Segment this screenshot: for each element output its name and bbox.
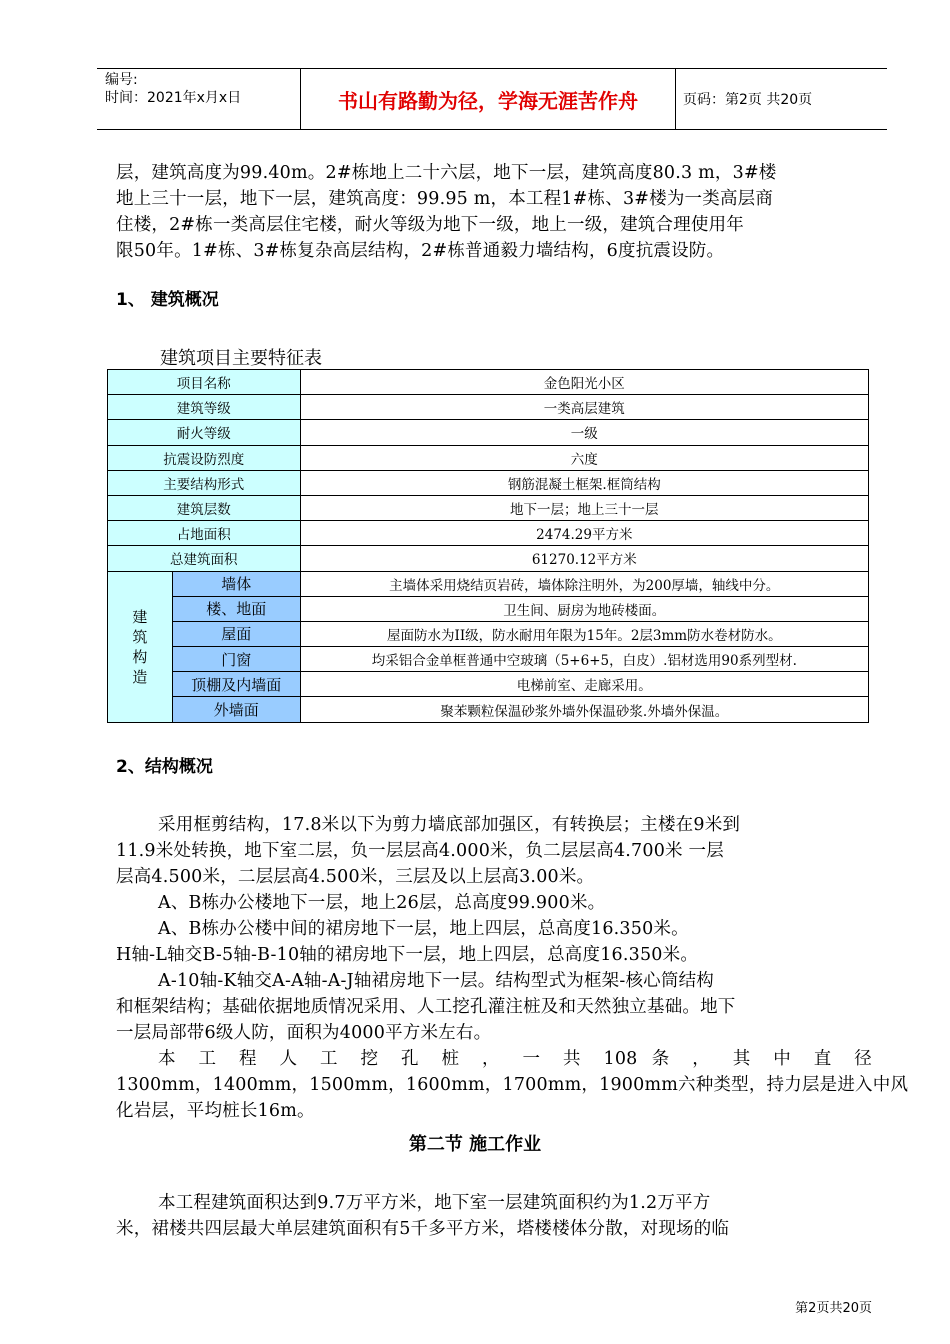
- text-line: 11.9米处转换，地下室二层，负一层层高4.000米，负二层层高4.700米 一层: [116, 841, 724, 861]
- text-line: 层，建筑高度为99.40m。2#栋地上二十六层，地下一层，建筑高度80.3 m，3#楼: [116, 163, 777, 183]
- row-label: 总建筑面积: [108, 546, 301, 571]
- row-value: 主墙体采用烧结页岩砖，墙体除注明外，为200厚墙，轴线中分。: [300, 571, 868, 596]
- text-line: A、B栋办公楼地下一层，地上26层，总高度99.900米。: [158, 893, 606, 913]
- table-row: [108, 621, 869, 646]
- table-row: [108, 395, 869, 420]
- closing-paragraph: [116, 1190, 872, 1242]
- row-label: 占地面积: [108, 521, 301, 546]
- text-line: 本 工 程 人 工 挖 孔 桩 ， 一 共 108 条 ， 其 中 直 径: [158, 1049, 872, 1069]
- row-value: 一级: [300, 420, 868, 445]
- text-line: A-10轴-K轴交A-A轴-A-J轴裙房地下一层。结构型式为框架-核心筒结构: [158, 971, 714, 991]
- text-line: 和框架结构；基础依据地质情况采用、人工挖孔灌注桩及和天然独立基础。地下: [116, 997, 736, 1017]
- row-label: 主要结构形式: [108, 470, 301, 495]
- table-row: [108, 521, 869, 546]
- text-line: 层高4.500米，二层层高4.500米，三层及以上层高3.00米。: [116, 867, 595, 887]
- text-line: 一层局部带6级人防，面积为4000平方米左右。: [116, 1023, 492, 1043]
- header-meta: [97, 69, 300, 129]
- row-label: 建筑等级: [108, 395, 301, 420]
- number-label: 编号:: [105, 72, 138, 88]
- time-label: 时间：2021年x月x日: [105, 90, 242, 106]
- section-heading: 第二节 施工作业: [408, 1134, 542, 1155]
- text-line: 本工程建筑面积达到9.7万平方米，地下室一层建筑面积约为1.2万平方: [158, 1193, 711, 1213]
- table-row: [108, 470, 869, 495]
- text-line: H轴-L轴交B-5轴-B-10轴的裙房地下一层，地上四层，总高度16.350米。: [116, 945, 699, 965]
- table-row: [108, 420, 869, 445]
- page-header: [97, 68, 887, 130]
- text-line: 米，裙楼共四层最大单层建筑面积有5千多平方米，塔楼楼体分散，对现场的临: [116, 1219, 730, 1239]
- table-row: [108, 445, 869, 470]
- row-label: 墙体: [172, 571, 300, 596]
- row-label: 项目名称: [108, 370, 301, 395]
- table-row: [108, 546, 869, 571]
- row-label: 外墙面: [172, 697, 300, 722]
- row-value: 一类高层建筑: [300, 395, 868, 420]
- page-footer: 第2页共20页: [795, 1301, 872, 1316]
- text-line: A、B栋办公楼中间的裙房地下一层，地上四层，总高度16.350米。: [158, 919, 689, 939]
- structure-paragraph: [116, 812, 909, 1124]
- row-label: 顶棚及内墙面: [172, 672, 300, 697]
- row-label: 耐火等级: [108, 420, 301, 445]
- row-value: 电梯前室、走廊采用。: [300, 672, 868, 697]
- row-value: 钢筋混凝土框架.框筒结构: [300, 470, 868, 495]
- row-value: 61270.12平方米: [300, 546, 868, 571]
- header-motto: 书山有路勤为径，学海无涯苦作舟: [338, 88, 638, 113]
- row-value: 2474.29平方米: [300, 521, 868, 546]
- row-value: 聚苯颗粒保温砂浆外墙外保温砂浆.外墙外保温。: [300, 697, 868, 722]
- row-value: 均采铝合金单框普通中空玻璃（5+6+5，白皮）.铝材选用90系列型材.: [300, 647, 868, 672]
- text-line: 限50年。1#栋、3#栋复杂高层结构，2#栋普通毅力墙结构，6度抗震设防。: [116, 241, 725, 261]
- table-row: [108, 571, 869, 596]
- table-row: [108, 495, 869, 520]
- row-value: 六度: [300, 445, 868, 470]
- row-label: 楼、地面: [172, 596, 300, 621]
- table-row: [108, 647, 869, 672]
- vertical-char: 构: [132, 647, 148, 666]
- table-row: [108, 370, 869, 395]
- vertical-char: 建: [132, 607, 148, 626]
- text-line: 采用框剪结构，17.8米以下为剪力墙底部加强区，有转换层；主楼在9米到: [158, 815, 741, 835]
- row-value: 卫生间、厨房为地砖楼面。: [300, 596, 868, 621]
- feature-table: [107, 369, 869, 723]
- table-caption: 建筑项目主要特征表: [160, 348, 322, 369]
- text-line: 地上三十一层，地下一层，建筑高度：99.95 m，本工程1#栋、3#楼为一类高层商: [116, 189, 774, 209]
- row-label: 门窗: [172, 647, 300, 672]
- row-label: 建筑层数: [108, 495, 301, 520]
- section-title-architecture: 1、 建筑概况: [116, 290, 219, 310]
- table-row: [108, 672, 869, 697]
- header-divider: [675, 69, 676, 129]
- row-label: 抗震设防烈度: [108, 445, 301, 470]
- row-value: 金色阳光小区: [300, 370, 868, 395]
- table-row: [108, 697, 869, 722]
- row-value: 屋面防水为II级，防水耐用年限为15年。2层3mm防水卷材防水。: [300, 621, 868, 646]
- row-label: 屋面: [172, 621, 300, 646]
- table-row: [108, 596, 869, 621]
- construction-group-label: [108, 571, 173, 722]
- vertical-char: 筑: [132, 627, 148, 646]
- intro-paragraph: [116, 160, 872, 264]
- header-page-info: 页码：第2页 共20页: [683, 92, 813, 108]
- vertical-char: 造: [132, 667, 148, 686]
- row-value: 地下一层；地上三十一层: [300, 495, 868, 520]
- section-title-structure: 2、结构概况: [116, 757, 213, 777]
- text-line: 1300mm，1400mm，1500mm，1600mm，1700mm，1900mm六种类型，持力层是进入中风: [116, 1075, 909, 1095]
- text-line: 住楼，2#栋一类高层住宅楼，耐火等级为地下一级，地上一级，建筑合理使用年: [116, 215, 744, 235]
- text-line: 化岩层，平均桩长16m。: [116, 1101, 315, 1121]
